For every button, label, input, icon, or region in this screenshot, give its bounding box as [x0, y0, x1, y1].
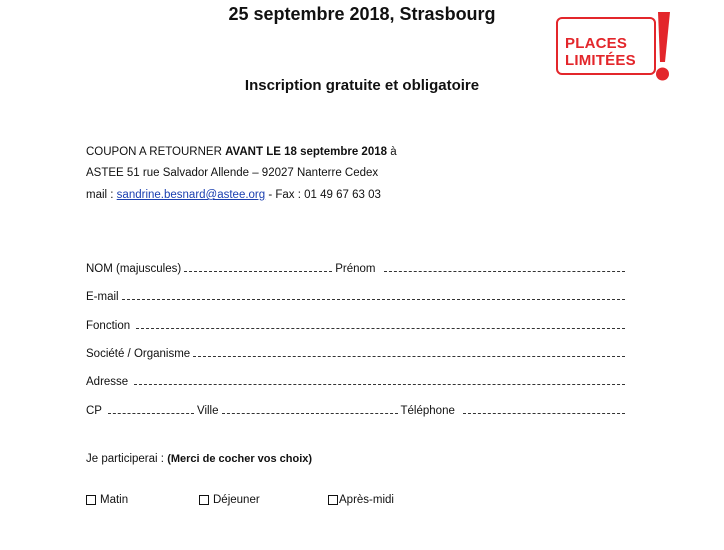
coupon-suffix: à	[387, 146, 397, 158]
participation-note	[86, 453, 312, 465]
option-matin[interactable]	[86, 494, 128, 506]
checkbox-apres-midi[interactable]	[328, 495, 338, 505]
places-limitees-stamp	[556, 12, 674, 84]
adresse-field[interactable]	[134, 374, 625, 385]
participation-label: Je participerai :	[86, 453, 168, 465]
cp-label: CP	[86, 405, 102, 417]
societe-label: Société / Organisme	[86, 348, 191, 360]
postal-address: ASTEE 51 rue Salvador Allende – 92027 Nanterre Cedex	[86, 167, 379, 179]
prenom-field[interactable]	[384, 261, 626, 272]
email-field[interactable]	[122, 289, 625, 300]
fonction-label: Fonction	[86, 320, 131, 332]
row-nom-prenom	[86, 261, 628, 275]
row-cp-ville-telephone	[86, 403, 628, 417]
email-label: E-mail	[86, 291, 119, 303]
societe-field[interactable]	[193, 346, 625, 357]
fax-number: - Fax : 01 49 67 63 03	[265, 189, 381, 201]
telephone-field[interactable]	[463, 403, 625, 414]
prenom-label: Prénom	[335, 263, 376, 275]
row-email	[86, 289, 628, 303]
fonction-field[interactable]	[136, 318, 625, 329]
page-title: 25 septembre 2018, Strasbourg	[228, 4, 496, 24]
email-link[interactable]: sandrine.besnard@astee.org	[116, 189, 266, 201]
exclamation-icon	[652, 12, 672, 82]
option-dejeuner-label: Déjeuner	[213, 494, 260, 506]
coupon-deadline: AVANT LE 18 septembre 2018	[225, 146, 388, 158]
telephone-label: Téléphone	[400, 405, 455, 417]
row-fonction	[86, 318, 628, 332]
coupon-prefix: COUPON A RETOURNER	[86, 146, 226, 158]
option-matin-label: Matin	[100, 494, 129, 506]
stamp-line-2: LIMITÉES	[565, 52, 636, 69]
nom-field[interactable]	[184, 261, 332, 272]
mail-label: mail :	[86, 189, 117, 201]
stamp-frame	[556, 17, 656, 75]
page-subtitle: Inscription gratuite et obligatoire	[244, 77, 480, 94]
stamp-text	[565, 35, 636, 69]
adresse-label: Adresse	[86, 376, 129, 388]
participation-hint: (Merci de cocher vos choix)	[167, 453, 313, 465]
row-societe	[86, 346, 628, 360]
ville-field[interactable]	[222, 403, 398, 414]
checkbox-matin[interactable]	[86, 495, 96, 505]
cp-field[interactable]	[108, 403, 194, 414]
option-apres-midi[interactable]	[328, 494, 394, 506]
row-adresse	[86, 374, 628, 388]
option-dejeuner[interactable]	[199, 494, 260, 506]
option-apres-midi-label: Après-midi	[339, 494, 394, 506]
ville-label: Ville	[196, 405, 219, 417]
checkbox-dejeuner[interactable]	[199, 495, 209, 505]
coupon-line	[86, 146, 397, 158]
nom-label: NOM (majuscules)	[86, 263, 182, 275]
stamp-line-1: PLACES	[565, 35, 628, 52]
contact-line	[86, 189, 381, 201]
